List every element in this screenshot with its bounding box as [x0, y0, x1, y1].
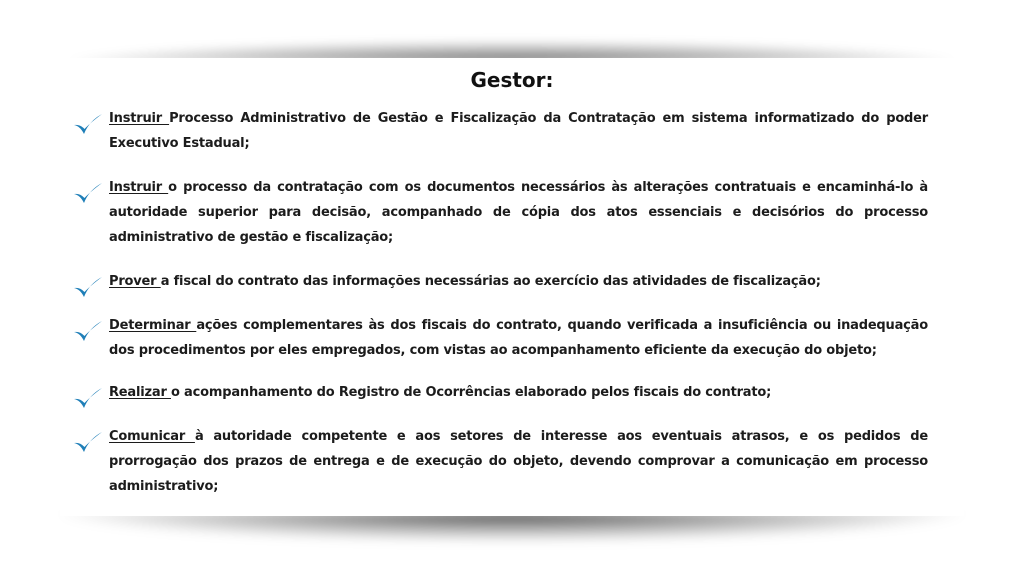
item-verb: Instruir	[109, 111, 170, 126]
item-verb: Instruir	[109, 180, 169, 195]
item-verb: Comunicar	[109, 429, 195, 444]
item-verb: Realizar	[109, 385, 171, 400]
bottom-shadow	[60, 512, 964, 542]
checkmark-icon	[72, 112, 104, 138]
item-verb: Determinar	[109, 318, 197, 333]
item-body: à autoridade competente e aos setores de interesse aos eventuais atrasos, e os pedidos de prorrogação dos prazos de entrega e de execução do objeto, devendo comprovar a comunicação em processo administrativo;	[109, 429, 929, 494]
checkmark-icon	[72, 319, 104, 345]
item-body: ações complementares às dos fiscais do contrato, quando verificada a insuficiência ou inadequação dos procedimentos por eles empregados, com vistas ao acompanhamento eficiente da execução do objeto;	[109, 318, 928, 358]
item-verb: Prover	[109, 274, 161, 289]
item-text	[109, 106, 928, 156]
item-body: o processo da contratação com os documentos necessários às alterações contratuais e encaminhá-lo à autoridade superior para decisão, acompanhado de cópia dos atos essenciais e decisórios do processo administrativo de gestão e fiscalização;	[109, 180, 928, 245]
checkmark-icon	[72, 430, 104, 456]
item-body: o acompanhamento do Registro de Ocorrências elaborado pelos fiscais do contrato;	[171, 385, 772, 400]
page-title: Gestor:	[470, 68, 554, 92]
item-body: a fiscal do contrato das informações necessárias ao exercício das atividades de fiscalização;	[160, 274, 821, 289]
item-text	[109, 424, 928, 499]
item-text	[109, 269, 928, 294]
checkmark-icon	[72, 181, 104, 207]
item-text	[109, 380, 928, 405]
item-text	[109, 175, 928, 250]
checkmark-icon	[72, 275, 104, 301]
content-card	[60, 58, 964, 516]
item-text	[109, 313, 928, 363]
item-body: Processo Administrativo de Gestão e Fiscalização da Contratação em sistema informatizado do poder Executivo Estadual;	[109, 111, 928, 151]
checkmark-icon	[72, 386, 104, 412]
